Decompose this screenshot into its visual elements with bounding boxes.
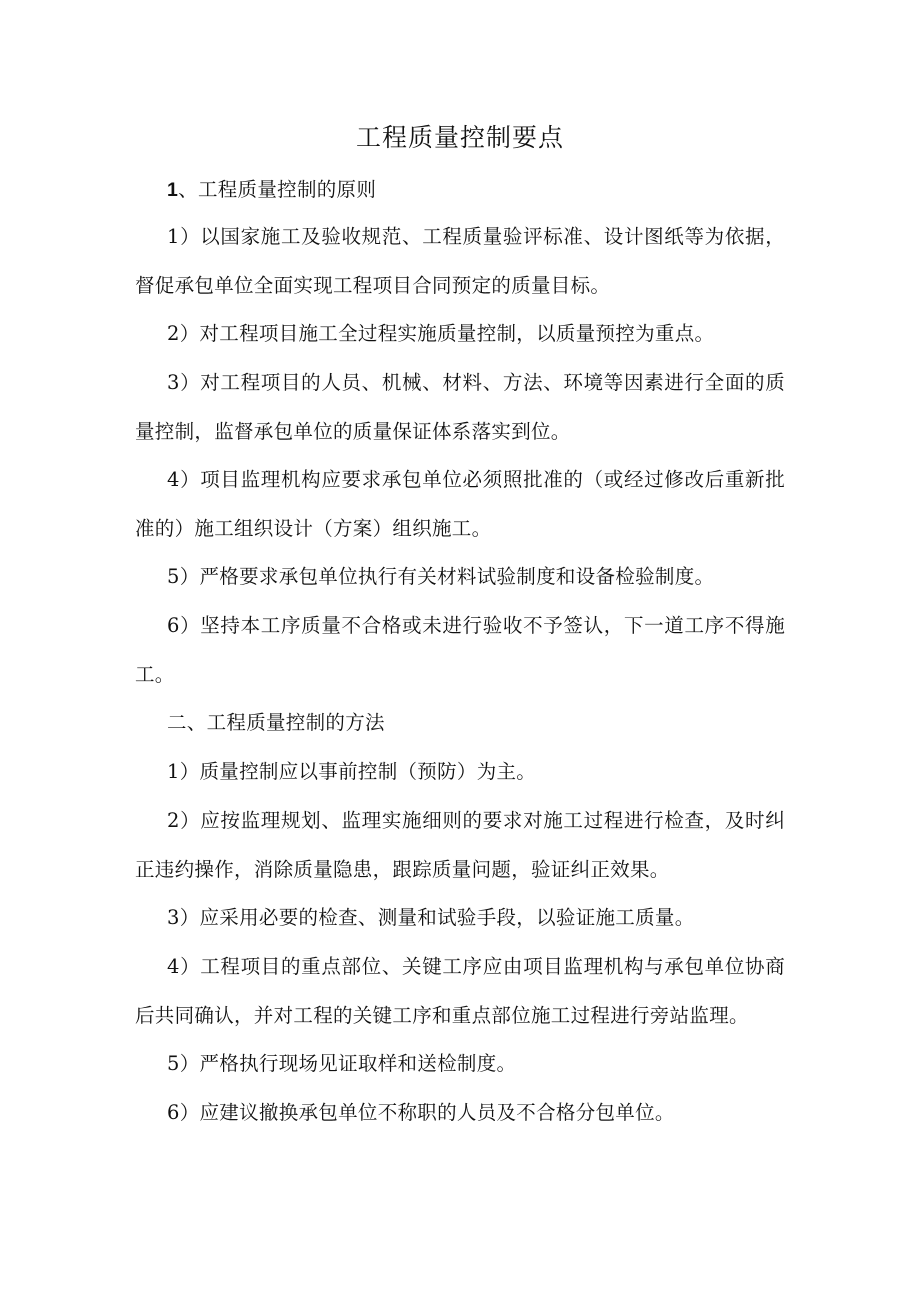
section-2-heading: 二、工程质量控制的方法 — [167, 711, 385, 734]
section-2-item-1: 1）质量控制应以事前控制（预防）为主。 — [167, 760, 537, 783]
section-2-item-6: 6）应建议撤换承包单位不称职的人员及不合格分包单位。 — [167, 1101, 675, 1124]
section-2-item-4: 4）工程项目的重点部位、关键工序应由项目监理机构与承包单位协商后共同确认，并对工程的关键工序和重点部位施工过程进行旁站监理。 — [135, 955, 785, 1027]
section-1-item-1: 1）以国家施工及验收规范、工程质量验评标准、设计图纸等为依据，督促承包单位全面实现工程项目合同预定的质量目标。 — [135, 225, 785, 297]
section-1-number: 1 — [167, 179, 179, 201]
document-title: 工程质量控制要点 — [355, 123, 564, 152]
section-1-heading-text: 、工程质量控制的原则 — [178, 178, 377, 201]
section-2-item-3: 3）应采用必要的检查、测量和试验手段，以验证施工质量。 — [167, 906, 695, 929]
section-1-item-2: 2）对工程项目施工全过程实施质量控制，以质量预控为重点。 — [167, 322, 715, 345]
section-2-item-5: 5）严格执行现场见证取样和送检制度。 — [167, 1052, 517, 1075]
section-1-item-3: 3）对工程项目的人员、机械、材料、方法、环境等因素进行全面的质量控制，监督承包单位的质量保证体系落实到位。 — [135, 371, 785, 443]
section-1-item-6: 6）坚持本工序质量不合格或未进行验收不予签认，下一道工序不得施工。 — [135, 614, 785, 686]
section-1-heading — [167, 165, 817, 215]
section-1-item-5: 5）严格要求承包单位执行有关材料试验制度和设备检验制度。 — [167, 565, 715, 588]
section-2-item-2: 2）应按监理规划、监理实施细则的要求对施工过程进行检查，及时纠正违约操作，消除质量隐患，跟踪质量问题，验证纠正效果。 — [135, 809, 785, 881]
section-1-item-4: 4）项目监理机构应要求承包单位必须照批准的（或经过修改后重新批准的）施工组织设计（方案）组织施工。 — [135, 468, 785, 540]
